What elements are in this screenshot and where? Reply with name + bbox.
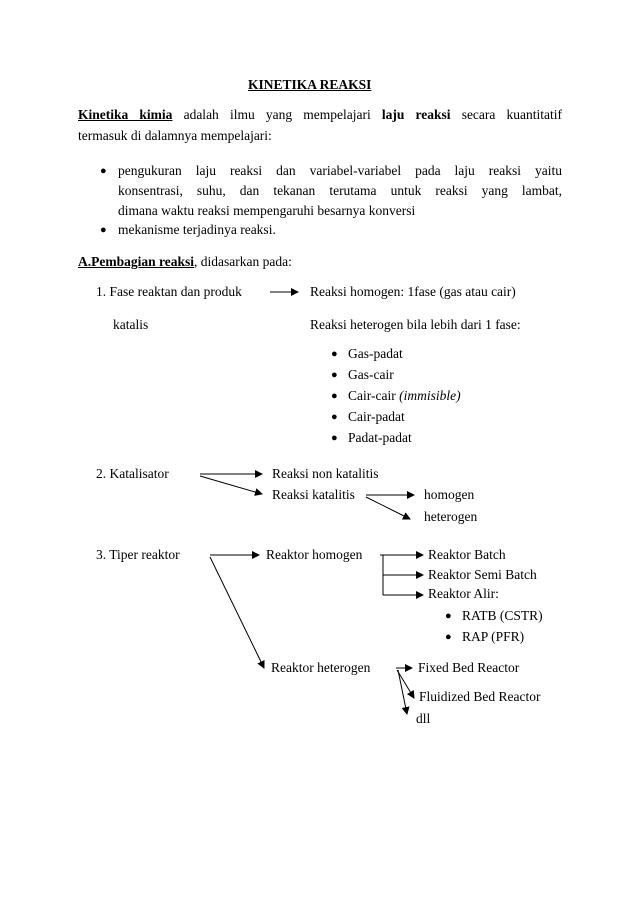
arrow-icon (200, 476, 262, 494)
bullet-dot: ● (331, 348, 338, 360)
bullet-dot: ● (331, 411, 338, 423)
section-a-rest: , didasarkan pada: (194, 254, 292, 269)
bullet-dot: ● (100, 224, 107, 236)
item3-heterogen: Reaktor heterogen (271, 660, 371, 675)
bullet-dot: ● (445, 631, 452, 643)
intro-line-2: termasuk di dalamnya mempelajari: (78, 128, 272, 143)
item3-homogen: Reaktor homogen (266, 547, 363, 562)
phase-note-immisible: (immisible) (399, 388, 461, 403)
item2-heterogen: heterogen (424, 509, 478, 524)
intro-bold-phrase: laju reaksi (381, 107, 451, 122)
bullet-1-line-3: dimana waktu reaksi mempengaruhi besarnya konversi (118, 203, 416, 218)
phase-item: Gas-cair (348, 367, 394, 382)
alir-item: RAP (PFR) (462, 629, 525, 644)
bullet-1-line-1: pengukuran laju reaksi dan variabel-variabel pada laju reaksi yaitu (118, 163, 562, 178)
phase-item: Padat-padat (348, 430, 412, 445)
bullet-1-line-2: konsentrasi, suhu, dan tekanan terutama untuk reaksi yang lambat, (118, 183, 562, 198)
bullet-dot: ● (445, 610, 452, 622)
arrow-icon (366, 497, 410, 519)
item2-label: 2. Katalisator (96, 466, 169, 481)
bullet-dot: ● (331, 369, 338, 381)
arrow-icon (398, 670, 407, 714)
item2-homogen: homogen (424, 487, 475, 502)
item3-batch: Reaktor Batch (428, 547, 506, 562)
item3-semi-batch: Reaktor Semi Batch (428, 567, 537, 582)
item1-katalis: katalis (113, 317, 149, 332)
bullet-dot: ● (100, 165, 107, 177)
item1-label: 1. Fase reaktan dan produk (96, 284, 242, 299)
bullet-2-line-1: mekanisme terjadinya reaksi. (118, 222, 276, 237)
phase-item-name: Cair-cair (348, 388, 396, 403)
item1-homogen: Reaksi homogen: 1fase (gas atau cair) (310, 284, 516, 299)
page-title: KINETIKA REAKSI (248, 77, 372, 92)
section-a-title: A.Pembagian reaksi (78, 254, 195, 269)
arrow-icon (397, 670, 414, 698)
item3-fluidized-bed: Fluidized Bed Reactor (419, 689, 541, 704)
phase-item: Gas-padat (348, 346, 403, 361)
intro-text-b: secara kuantitatif (461, 107, 563, 122)
item3-label: 3. Tiper reaktor (96, 547, 180, 562)
item2-katalitis: Reaksi katalitis (272, 487, 355, 502)
item3-alir: Reaktor Alir: (428, 586, 499, 601)
bullet-dot: ● (331, 432, 338, 444)
bullet-dot: ● (331, 390, 338, 402)
alir-item: RATB (CSTR) (462, 608, 543, 623)
phase-item: Cair-padat (348, 409, 405, 424)
item3-fixed-bed: Fixed Bed Reactor (418, 660, 520, 675)
item3-dll: dll (416, 711, 431, 726)
item1-heterogen: Reaksi heterogen bila lebih dari 1 fase: (310, 317, 521, 332)
arrow-icon (210, 557, 264, 668)
item2-non-katalitis: Reaksi non katalitis (272, 466, 379, 481)
intro-text-a: adalah ilmu yang mempelajari (183, 107, 371, 122)
intro-term: Kinetika kimia (78, 107, 173, 122)
